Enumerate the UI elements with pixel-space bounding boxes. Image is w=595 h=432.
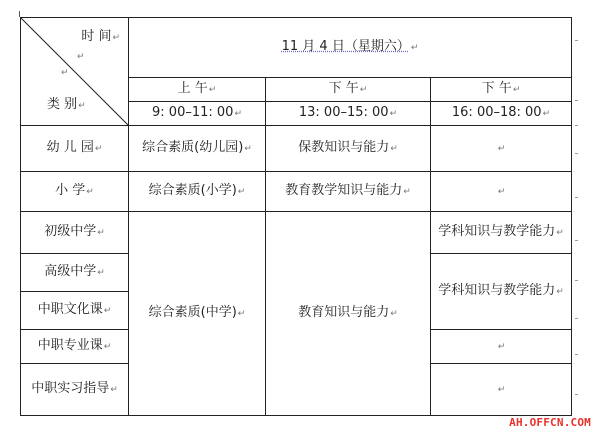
kindergarten-session-3: ↵ xyxy=(431,126,572,172)
edge-mark xyxy=(575,40,578,41)
session-3-period: 下 午↵ xyxy=(431,78,572,102)
secondary-session-1: 综合素质(中学)↵ xyxy=(129,212,266,416)
kindergarten-session-1: 综合素质(幼儿园)↵ xyxy=(129,126,266,172)
session-1-period: 上 午↵ xyxy=(129,78,266,102)
session-2-period: 下 午↵ xyxy=(266,78,431,102)
edge-mark xyxy=(575,100,578,101)
header-diagonal-cell xyxy=(21,18,129,126)
row-label-junior: 初级中学↵ xyxy=(21,212,129,254)
primary-session-2: 教育教学知识与能力↵ xyxy=(266,172,431,212)
paragraph-mark: ↵ xyxy=(61,68,69,78)
secondary-session-3: 学科知识与教学能力↵ xyxy=(431,254,572,330)
session-2-time: 13: 00–15: 00↵ xyxy=(266,102,431,126)
edge-mark xyxy=(575,153,578,154)
session-3-time: 16: 00–18: 00↵ xyxy=(431,102,572,126)
primary-session-1: 综合素质(小学)↵ xyxy=(129,172,266,212)
session-1-time: 9: 00–11: 00↵ xyxy=(129,102,266,126)
secondary-session-2: 教育知识与能力↵ xyxy=(266,212,431,416)
date-header: 11 月 4 日（星期六）↵ xyxy=(129,18,572,78)
edge-mark xyxy=(575,197,578,198)
edge-mark xyxy=(575,394,578,395)
vocational-major-session-3: ↵ xyxy=(431,330,572,364)
row-label-vocational-practice: 中职实习指导↵ xyxy=(21,364,129,416)
paragraph-mark: ↵ xyxy=(77,52,85,62)
primary-session-3: ↵ xyxy=(431,172,572,212)
site-watermark: AH.OFFCN.COM xyxy=(509,416,591,429)
row-label-vocational-culture: 中职文化课↵ xyxy=(21,292,129,330)
edge-mark xyxy=(575,354,578,355)
edge-mark xyxy=(575,318,578,319)
row-label-primary: 小 学↵ xyxy=(21,172,129,212)
kindergarten-session-2: 保教知识与能力↵ xyxy=(266,126,431,172)
edge-mark xyxy=(575,280,578,281)
edge-mark xyxy=(575,125,578,126)
junior-session-3: 学科知识与教学能力↵ xyxy=(431,212,572,254)
exam-schedule-table xyxy=(20,17,572,416)
row-label-kindergarten: 幼 儿 园↵ xyxy=(21,126,129,172)
category-header-label: 类 别↵ xyxy=(47,97,86,112)
vocational-practice-session-3: ↵ xyxy=(431,364,572,416)
edge-mark xyxy=(575,240,578,241)
time-header-label: 时 间↵ xyxy=(81,29,120,44)
row-label-senior: 高级中学↵ xyxy=(21,254,129,292)
row-label-vocational-major: 中职专业课↵ xyxy=(21,330,129,364)
